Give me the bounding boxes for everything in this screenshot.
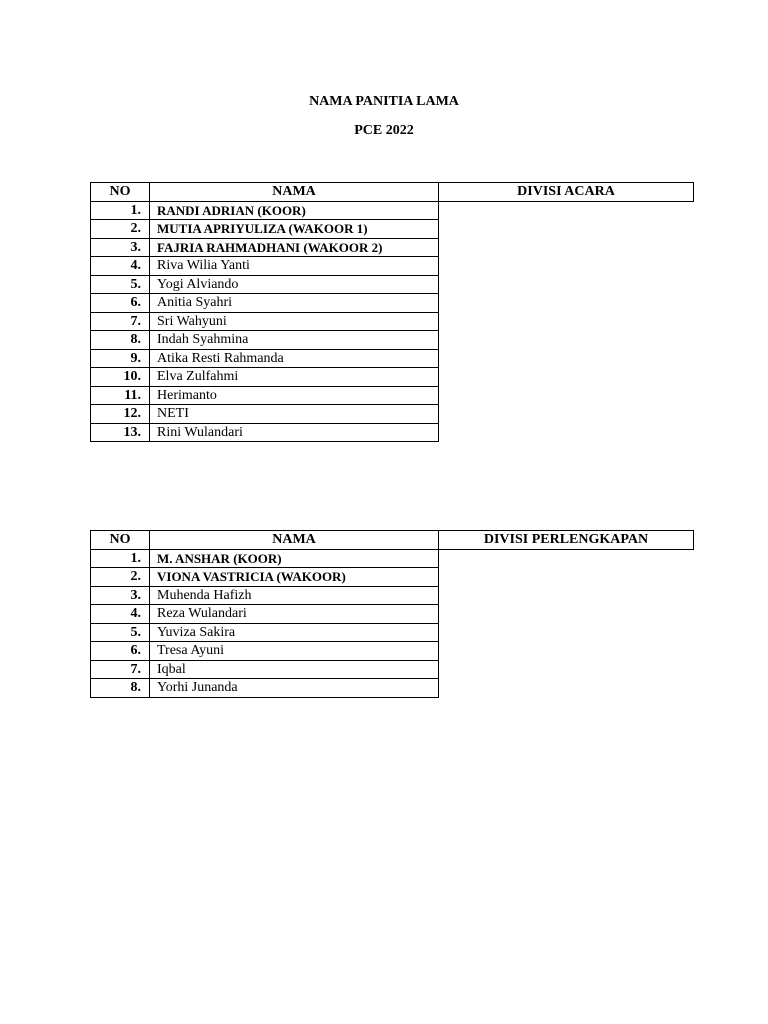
row-number: 10.	[91, 368, 150, 387]
member-name: FAJRIA RAHMADHANI (WAKOOR 2)	[150, 238, 439, 257]
row-number: 7.	[91, 660, 150, 679]
member-name: Yuviza Sakira	[150, 623, 439, 642]
header-nama: NAMA	[150, 183, 439, 202]
row-number: 4.	[91, 605, 150, 624]
table-header-row	[91, 183, 694, 202]
row-number: 7.	[91, 312, 150, 331]
row-number: 9.	[91, 349, 150, 368]
member-name: Sri Wahyuni	[150, 312, 439, 331]
row-number: 1.	[91, 201, 150, 220]
header-divisi: DIVISI ACARA	[439, 183, 694, 202]
row-number: 6.	[91, 294, 150, 313]
member-name: Rini Wulandari	[150, 423, 439, 442]
member-name: RANDI ADRIAN (KOOR)	[150, 201, 439, 220]
row-number: 8.	[91, 331, 150, 350]
table-header-row	[91, 531, 694, 550]
header-nama: NAMA	[150, 531, 439, 550]
member-name: M. ANSHAR (KOOR)	[150, 549, 439, 568]
member-name: NETI	[150, 405, 439, 424]
member-name: Iqbal	[150, 660, 439, 679]
division-blank-area	[439, 549, 694, 697]
document-subtitle: PCE 2022	[354, 123, 414, 138]
member-name: Atika Resti Rahmanda	[150, 349, 439, 368]
row-number: 5.	[91, 623, 150, 642]
row-number: 3.	[91, 238, 150, 257]
member-name: MUTIA APRIYULIZA (WAKOOR 1)	[150, 220, 439, 239]
division-blank-area	[439, 201, 694, 442]
division-acara-table	[90, 182, 694, 442]
row-number: 2.	[91, 568, 150, 587]
row-number: 11.	[91, 386, 150, 405]
row-number: 3.	[91, 586, 150, 605]
member-name: Reza Wulandari	[150, 605, 439, 624]
row-number: 5.	[91, 275, 150, 294]
header-divisi: DIVISI PERLENGKAPAN	[439, 531, 694, 550]
row-number: 8.	[91, 679, 150, 698]
member-name: VIONA VASTRICIA (WAKOOR)	[150, 568, 439, 587]
row-number: 12.	[91, 405, 150, 424]
row-number: 4.	[91, 257, 150, 276]
document-title: NAMA PANITIA LAMA	[309, 94, 459, 109]
table-row	[91, 549, 694, 568]
row-number: 1.	[91, 549, 150, 568]
member-name: Riva Wilia Yanti	[150, 257, 439, 276]
table-row	[91, 201, 694, 220]
row-number: 13.	[91, 423, 150, 442]
member-name: Herimanto	[150, 386, 439, 405]
header-no: NO	[91, 183, 150, 202]
header-no: NO	[91, 531, 150, 550]
member-name: Anitia Syahri	[150, 294, 439, 313]
row-number: 2.	[91, 220, 150, 239]
member-name: Muhenda Hafizh	[150, 586, 439, 605]
division-perlengkapan-table	[90, 530, 694, 698]
member-name: Tresa Ayuni	[150, 642, 439, 661]
member-name: Yogi Alviando	[150, 275, 439, 294]
row-number: 6.	[91, 642, 150, 661]
member-name: Yorhi Junanda	[150, 679, 439, 698]
member-name: Elva Zulfahmi	[150, 368, 439, 387]
member-name: Indah Syahmina	[150, 331, 439, 350]
